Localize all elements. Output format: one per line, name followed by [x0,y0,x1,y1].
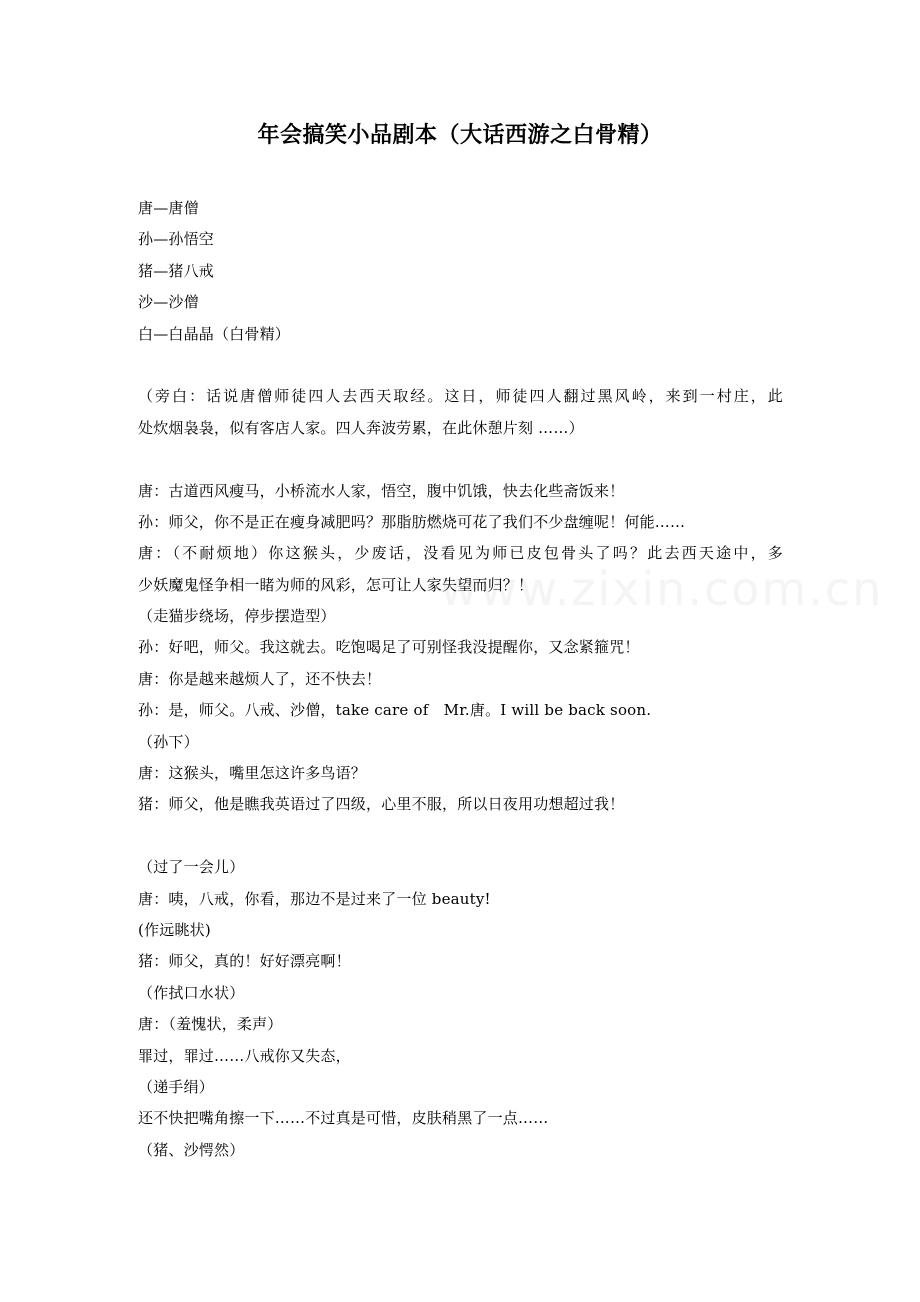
dialogue-line: 唐：这猴头，嘴里怎这许多鸟语？ [138,764,367,783]
page-title: 年会搞笑小品剧本（大话西游之白骨精） [257,123,663,148]
text-line-cast-bai: 白—白晶晶（白骨精） [138,324,291,343]
dialogue-line: 猪：师父，真的！好好漂亮啊！ [138,952,351,971]
blank-line [138,350,783,381]
dialogue-line: 唐：古道西风瘦马，小桥流水人家，悟空，腹中饥饿，快去化些斋饭来！ [138,481,625,500]
stage-direction: （走猫步绕场，停步摆造型） [138,607,336,626]
stage-direction: （孙下） [138,732,199,751]
dialogue-line: 唐：（不耐烦地）你这猴头，少废话，没看见为师已皮包骨头了吗？此去西天途中，多 [138,544,783,563]
text-line-cast-sha: 沙—沙僧 [138,293,199,312]
stage-direction: (作远眺状) [138,920,211,939]
dialogue-line: 孙：好吧，师父。我这就去。吃饱喝足了可别怪我没提醒你，又念紧箍咒！ [138,638,640,657]
blank-line [138,444,783,475]
text-line-cast-tang: 唐—唐僧 [138,199,199,217]
dialogue-line: 罪过，罪过……八戒你又失态， [138,1046,351,1065]
dialogue-line: 孙：师父，你不是正在瘦身减肥吗？那脂肪燃烧可花了我们不少盘缠呢！何能…… [138,512,686,531]
dialogue-line: 猪：师父，他是瞧我英语过了四级，心里不服，所以日夜用功想超过我！ [138,795,625,814]
watermark: www.zixin.com.cn [440,562,884,616]
blank-line [138,821,783,852]
dialogue-line: 唐：（羞愧状，柔声） [138,1015,283,1034]
dialogue-line: 少妖魔鬼怪争相一睹为师的风彩，怎可让人家失望而归？！ [138,575,534,594]
dialogue-line: 孙：是，师父。八戒、沙僧，take care of Mr.唐。I will be back soon. [138,701,652,720]
text-line-narration-2: 处炊烟袅袅，似有客店人家。四人奔波劳累，在此休憩片刻 ……） [138,418,584,437]
text-line-cast-zhu: 猪—猪八戒 [138,261,215,280]
stage-direction: （递手绢） [138,1077,215,1096]
stage-direction: （作拭口水状） [138,983,245,1002]
text-line-narration-1: （旁白：话说唐僧师徒四人去西天取经。这日，师徒四人翻过黑风岭，来到一村庄，此 [138,387,783,406]
stage-direction: （过了一会儿） [138,858,245,877]
dialogue-line: 唐：咦，八戒，你看，那边不是过来了一位 beauty! [138,889,491,908]
dialogue-line: 唐：你是越来越烦人了，还不快去！ [138,669,382,688]
stage-direction: （猪、沙愕然） [138,1140,245,1159]
dialogue-line: 还不快把嘴角擦一下……不过真是可惜，皮肤稍黑了一点…… [138,1109,549,1128]
script-body [138,193,783,1166]
text-line-cast-sun: 孙—孙悟空 [138,230,215,249]
